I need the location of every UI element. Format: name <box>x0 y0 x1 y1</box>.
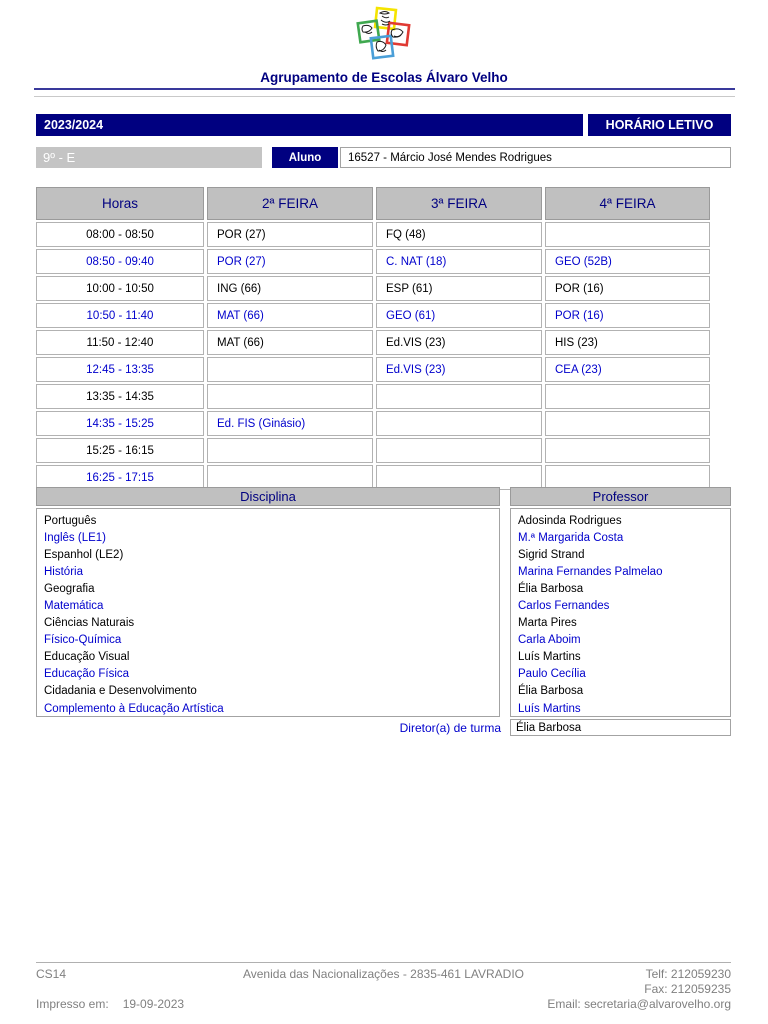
timetable-row <box>36 222 710 247</box>
time-slot: 11:50 - 12:40 <box>36 330 204 355</box>
class-label: 9º - E <box>36 147 262 168</box>
lesson-cell: CEA (23) <box>545 357 710 382</box>
time-slot: 08:50 - 09:40 <box>36 249 204 274</box>
time-slot: 15:25 - 16:15 <box>36 438 204 463</box>
teacher-item: Marina Fernandes Palmelao <box>518 565 663 578</box>
email-address: Email: secretaria@alvarovelho.org <box>547 997 731 1011</box>
lesson-cell: POR (27) <box>207 222 373 247</box>
time-slot: 10:00 - 10:50 <box>36 276 204 301</box>
student-name-field[interactable]: 16527 - Márcio José Mendes Rodrigues <box>340 147 731 168</box>
teacher-item: Carlos Fernandes <box>518 600 610 613</box>
teacher-item: Carla Aboim <box>518 634 581 647</box>
time-slot: 16:25 - 17:15 <box>36 465 204 490</box>
banner <box>36 114 731 136</box>
page-footer <box>36 962 731 1011</box>
lesson-cell: POR (16) <box>545 303 710 328</box>
lesson-cell: HIS (23) <box>545 330 710 355</box>
document-code: CS14 <box>36 967 67 981</box>
teacher-item: Luís Martins <box>518 651 581 664</box>
disciplina-column <box>36 508 500 717</box>
lesson-cell <box>376 384 542 409</box>
col-header-3a-feira: 3ª FEIRA <box>376 187 542 220</box>
lesson-cell <box>207 438 373 463</box>
time-slot: 14:35 - 15:25 <box>36 411 204 436</box>
director-row <box>36 719 731 736</box>
timetable-row <box>36 330 710 355</box>
subjects-body <box>36 508 731 717</box>
lesson-cell: GEO (61) <box>376 303 542 328</box>
lesson-cell: ING (66) <box>207 276 373 301</box>
subject-item: Geografia <box>44 582 95 595</box>
header-divider-gray <box>34 96 735 97</box>
lesson-cell: MAT (66) <box>207 330 373 355</box>
fax-number: Fax: 212059235 <box>644 982 731 996</box>
col-header-horas: Horas <box>36 187 204 220</box>
lesson-cell <box>545 411 710 436</box>
lesson-cell <box>207 357 373 382</box>
school-name: Agrupamento de Escolas Álvaro Velho <box>260 70 508 85</box>
teacher-item: Élia Barbosa <box>518 685 584 698</box>
printed-label: Impresso em: <box>36 997 109 1011</box>
lesson-cell: GEO (52B) <box>545 249 710 274</box>
subject-item: Educação Visual <box>44 651 130 664</box>
subject-item: História <box>44 565 83 578</box>
subject-item: Físico-Química <box>44 634 122 647</box>
timetable-row <box>36 249 710 274</box>
lesson-cell <box>376 411 542 436</box>
director-label: Diretor(a) de turma <box>399 720 501 735</box>
lesson-cell: POR (16) <box>545 276 710 301</box>
timetable-header-row <box>36 187 710 220</box>
lesson-cell <box>545 438 710 463</box>
teacher-item: Paulo Cecília <box>518 668 586 681</box>
student-row <box>36 147 731 168</box>
time-slot: 12:45 - 13:35 <box>36 357 204 382</box>
document-title: HORÁRIO LETIVO <box>588 114 731 136</box>
aluno-button[interactable]: Aluno <box>272 147 338 168</box>
subject-item: Complemento à Educação Artística <box>44 702 224 715</box>
teacher-item: Luís Martins <box>518 702 581 715</box>
subject-item: Ciências Naturais <box>44 617 135 630</box>
teacher-item: Élia Barbosa <box>518 582 584 595</box>
timetable-row <box>36 438 710 463</box>
lesson-cell: Ed.VIS (23) <box>376 357 542 382</box>
lesson-cell <box>545 384 710 409</box>
col-header-professor: Professor <box>510 487 731 506</box>
lesson-cell <box>207 384 373 409</box>
school-address: Avenida das Nacionalizações - 2835-461 LAVRADIO <box>242 967 525 981</box>
lesson-cell: MAT (66) <box>207 303 373 328</box>
timetable-row <box>36 384 710 409</box>
time-slot: 10:50 - 11:40 <box>36 303 204 328</box>
school-year: 2023/2024 <box>36 114 583 136</box>
school-logo-icon <box>355 6 413 69</box>
lesson-cell: FQ (48) <box>376 222 542 247</box>
time-slot: 08:00 - 08:50 <box>36 222 204 247</box>
subject-item: Espanhol (LE2) <box>44 548 124 561</box>
subject-item: Inglês (LE1) <box>44 531 107 544</box>
professor-column <box>510 508 731 717</box>
timetable-row <box>36 303 710 328</box>
lesson-cell: POR (27) <box>207 249 373 274</box>
time-slot: 13:35 - 14:35 <box>36 384 204 409</box>
timetable-row <box>36 276 710 301</box>
lesson-cell <box>545 222 710 247</box>
subject-item: Cidadania e Desenvolvimento <box>44 685 197 698</box>
timetable <box>36 187 710 492</box>
printed-on <box>36 997 184 1011</box>
teacher-item: Adosinda Rodrigues <box>518 514 622 527</box>
subjects-header-row <box>36 487 731 506</box>
lesson-cell: Ed.VIS (23) <box>376 330 542 355</box>
director-name-field[interactable]: Élia Barbosa <box>510 719 731 736</box>
timetable-row <box>36 357 710 382</box>
lesson-cell: ESP (61) <box>376 276 542 301</box>
col-header-4a-feira: 4ª FEIRA <box>545 187 710 220</box>
teacher-item: M.ª Margarida Costa <box>518 531 624 544</box>
teacher-item: Sigrid Strand <box>518 548 585 561</box>
lesson-cell: C. NAT (18) <box>376 249 542 274</box>
lesson-cell: Ed. FIS (Ginásio) <box>207 411 373 436</box>
lesson-cell <box>376 438 542 463</box>
phone-number: Telf: 212059230 <box>645 967 731 981</box>
subject-item: Português <box>44 514 97 527</box>
teacher-item: Marta Pires <box>518 617 577 630</box>
col-header-2a-feira: 2ª FEIRA <box>207 187 373 220</box>
subject-item: Educação Física <box>44 668 130 681</box>
subject-item: Matemática <box>44 600 104 613</box>
col-header-disciplina: Disciplina <box>36 487 500 506</box>
printed-date: 19-09-2023 <box>122 997 185 1011</box>
timetable-row <box>36 411 710 436</box>
header-divider-blue <box>34 88 735 90</box>
